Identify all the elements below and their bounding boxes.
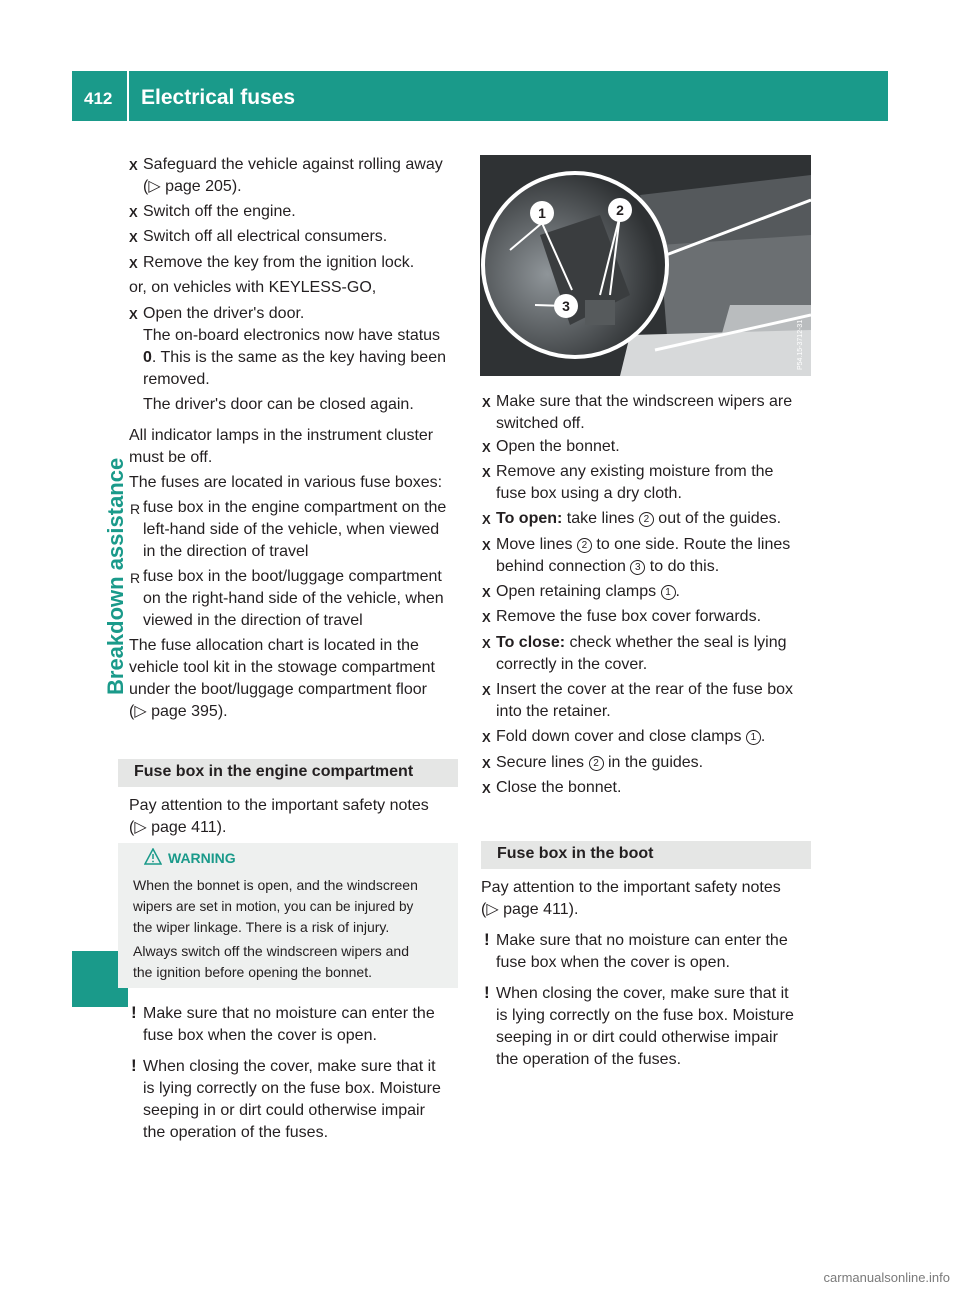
step-text-part: in the guides. bbox=[603, 754, 704, 771]
step-arrow-icon: X bbox=[482, 730, 491, 745]
warning-title: WARNING bbox=[168, 850, 236, 866]
page-reference: (▷ page 395). bbox=[129, 703, 228, 720]
engine-compartment-photo bbox=[480, 155, 811, 376]
callout-1-icon: 1 bbox=[746, 730, 761, 745]
step-text: Safeguard the vehicle against rolling away bbox=[143, 156, 443, 173]
step-text: switched off. bbox=[496, 415, 585, 432]
side-tab-label: Breakdown assistance bbox=[103, 457, 128, 695]
callout-2: 2 bbox=[616, 202, 624, 218]
notice-text: fuse box when the cover is open. bbox=[143, 1027, 377, 1044]
notice-text: is lying correctly on the fuse box. Moisture bbox=[496, 1007, 794, 1024]
step-text: Remove the key from the ignition lock. bbox=[143, 254, 415, 271]
step-result: The on-board electronics now have status bbox=[143, 327, 441, 344]
notice-text: Make sure that no moisture can enter the bbox=[496, 932, 788, 949]
notice-text: is lying correctly on the fuse box. Moisture bbox=[143, 1080, 441, 1097]
step-text-part: to do this. bbox=[645, 558, 720, 575]
step-text: Open the bonnet. bbox=[496, 438, 620, 455]
notice-icon: ! bbox=[131, 1056, 137, 1075]
paragraph: must be off. bbox=[129, 449, 213, 466]
step-text bbox=[496, 581, 680, 603]
callout-1: 1 bbox=[538, 205, 546, 221]
step-text: Close the bonnet. bbox=[496, 779, 622, 796]
notice-icon: ! bbox=[484, 930, 490, 949]
step-arrow-icon: X bbox=[482, 610, 491, 625]
photo-code: P54.15-3712-31 bbox=[797, 319, 804, 370]
step-arrow-icon: X bbox=[129, 307, 138, 322]
status-value: 0 bbox=[143, 349, 152, 366]
step-arrow-icon: X bbox=[482, 512, 491, 527]
header-divider bbox=[127, 71, 129, 121]
step-result bbox=[143, 347, 446, 369]
paragraph: All indicator lamps in the instrument cluster bbox=[129, 427, 434, 444]
callout-1-icon: 1 bbox=[661, 585, 676, 600]
callout-2-icon: 2 bbox=[589, 756, 604, 771]
paragraph: Pay attention to the important safety notes bbox=[129, 797, 429, 814]
bullet-icon: R bbox=[130, 570, 141, 586]
warning-text: the ignition before opening the bonnet. bbox=[133, 964, 372, 980]
step-text-part: Open retaining clamps bbox=[496, 583, 661, 600]
step-text-part: behind connection bbox=[496, 558, 631, 575]
notice-text: seeping in or dirt could otherwise impair bbox=[496, 1029, 778, 1046]
step-text-part: check whether the seal is lying bbox=[565, 634, 787, 651]
step-text: Switch off the engine. bbox=[143, 203, 296, 220]
step-text bbox=[496, 556, 719, 578]
list-item: viewed in the direction of travel bbox=[143, 612, 363, 629]
step-arrow-icon: X bbox=[482, 756, 491, 771]
step-text bbox=[496, 632, 787, 654]
page-reference: (▷ page 411). bbox=[481, 901, 579, 918]
notice-text: When closing the cover, make sure that it bbox=[496, 985, 789, 1002]
list-item: in the direction of travel bbox=[143, 543, 309, 560]
callout-2-icon: 2 bbox=[577, 538, 592, 553]
step-arrow-icon: X bbox=[482, 538, 491, 553]
step-text: Remove any existing moisture from the bbox=[496, 463, 774, 480]
step-text: Switch off all electrical consumers. bbox=[143, 228, 388, 245]
step-arrow-icon: X bbox=[129, 230, 138, 245]
paragraph: under the boot/luggage compartment floor bbox=[129, 681, 427, 698]
paragraph: Pay attention to the important safety notes bbox=[481, 879, 781, 896]
warning-text: When the bonnet is open, and the windscreen bbox=[133, 877, 418, 893]
callout-3: 3 bbox=[562, 298, 570, 314]
step-text-part: Fold down cover and close clamps bbox=[496, 728, 746, 745]
step-result: The driver's door can be closed again. bbox=[143, 396, 414, 413]
warning-text: Always switch off the windscreen wipers and bbox=[133, 943, 409, 959]
callout-2-icon: 2 bbox=[639, 512, 654, 527]
step-arrow-icon: X bbox=[482, 636, 491, 651]
paragraph: The fuses are located in various fuse boxes: bbox=[129, 474, 443, 491]
warning-text: the wiper linkage. There is a risk of injury. bbox=[133, 919, 390, 935]
step-text-part: take lines bbox=[562, 510, 639, 527]
step-text: fuse box using a dry cloth. bbox=[496, 485, 682, 502]
step-text bbox=[496, 752, 703, 774]
notice-text: the operation of the fuses. bbox=[143, 1124, 329, 1141]
section-heading: Fuse box in the boot bbox=[497, 845, 654, 862]
step-result-text: . This is the same as the key having been bbox=[151, 349, 446, 366]
step-arrow-icon: X bbox=[482, 585, 491, 600]
step-arrow-icon: X bbox=[482, 440, 491, 455]
notice-text: seeping in or dirt could otherwise impair bbox=[143, 1102, 425, 1119]
step-text: into the retainer. bbox=[496, 703, 611, 720]
step-text: Make sure that the windscreen wipers are bbox=[496, 393, 793, 410]
step-text bbox=[496, 508, 781, 530]
step-arrow-icon: X bbox=[482, 395, 491, 410]
step-arrow-icon: X bbox=[482, 781, 491, 796]
step-text-part: out of the guides. bbox=[653, 510, 782, 527]
step-text: Insert the cover at the rear of the fuse box bbox=[496, 681, 794, 698]
page-reference: (▷ page 411). bbox=[129, 819, 227, 836]
engine-photo-illustration bbox=[480, 155, 811, 376]
section-heading-bar bbox=[118, 759, 458, 787]
paragraph: or, on vehicles with KEYLESS-GO, bbox=[129, 279, 377, 296]
notice-icon: ! bbox=[484, 983, 490, 1002]
notice-text: the operation of the fuses. bbox=[496, 1051, 682, 1068]
paragraph: vehicle tool kit in the stowage compartment bbox=[129, 659, 435, 676]
step-arrow-icon: X bbox=[482, 465, 491, 480]
section-heading: Fuse box in the engine compartment bbox=[134, 763, 414, 780]
step-text-part: Move lines bbox=[496, 536, 577, 553]
section-heading-bar bbox=[481, 841, 811, 869]
step-text bbox=[496, 534, 790, 556]
step-arrow-icon: X bbox=[129, 256, 138, 271]
page-reference: (▷ page 205). bbox=[143, 178, 242, 195]
notice-icon: ! bbox=[131, 1003, 137, 1022]
notice-text: fuse box when the cover is open. bbox=[496, 954, 730, 971]
warning-triangle-icon bbox=[144, 848, 162, 865]
step-text-part: Secure lines bbox=[496, 754, 589, 771]
step-label: To close: bbox=[496, 634, 566, 651]
notice-text: When closing the cover, make sure that it bbox=[143, 1058, 436, 1075]
list-item: fuse box in the engine compartment on the bbox=[143, 499, 447, 516]
warning-text: wipers are set in motion, you can be injured by bbox=[133, 899, 414, 914]
step-text: correctly in the cover. bbox=[496, 656, 648, 673]
bullet-icon: R bbox=[130, 501, 141, 517]
step-arrow-icon: X bbox=[129, 205, 138, 220]
step-arrow-icon: X bbox=[482, 683, 491, 698]
step-result: removed. bbox=[143, 371, 210, 388]
footer-watermark: carmanualsonline.info bbox=[823, 1270, 950, 1285]
step-text: Remove the fuse box cover forwards. bbox=[496, 608, 762, 625]
callout-3-icon: 3 bbox=[630, 560, 645, 575]
step-label: To open: bbox=[496, 510, 563, 527]
step-text-part: to one side. Route the lines bbox=[591, 536, 791, 553]
step-text: Open the driver's door. bbox=[143, 305, 305, 322]
step-text bbox=[496, 726, 765, 748]
step-text-part: . bbox=[675, 583, 680, 600]
list-item: left-hand side of the vehicle, when viewed bbox=[143, 521, 440, 538]
paragraph: The fuse allocation chart is located in the bbox=[129, 637, 419, 654]
page-number: 412 bbox=[84, 89, 113, 108]
page-title: Electrical fuses bbox=[141, 86, 296, 109]
step-text-part: . bbox=[760, 728, 766, 745]
list-item: on the right-hand side of the vehicle, when bbox=[143, 590, 444, 607]
list-item: fuse box in the boot/luggage compartment bbox=[143, 568, 442, 585]
notice-text: Make sure that no moisture can enter the bbox=[143, 1005, 435, 1022]
step-arrow-icon: X bbox=[129, 158, 138, 173]
